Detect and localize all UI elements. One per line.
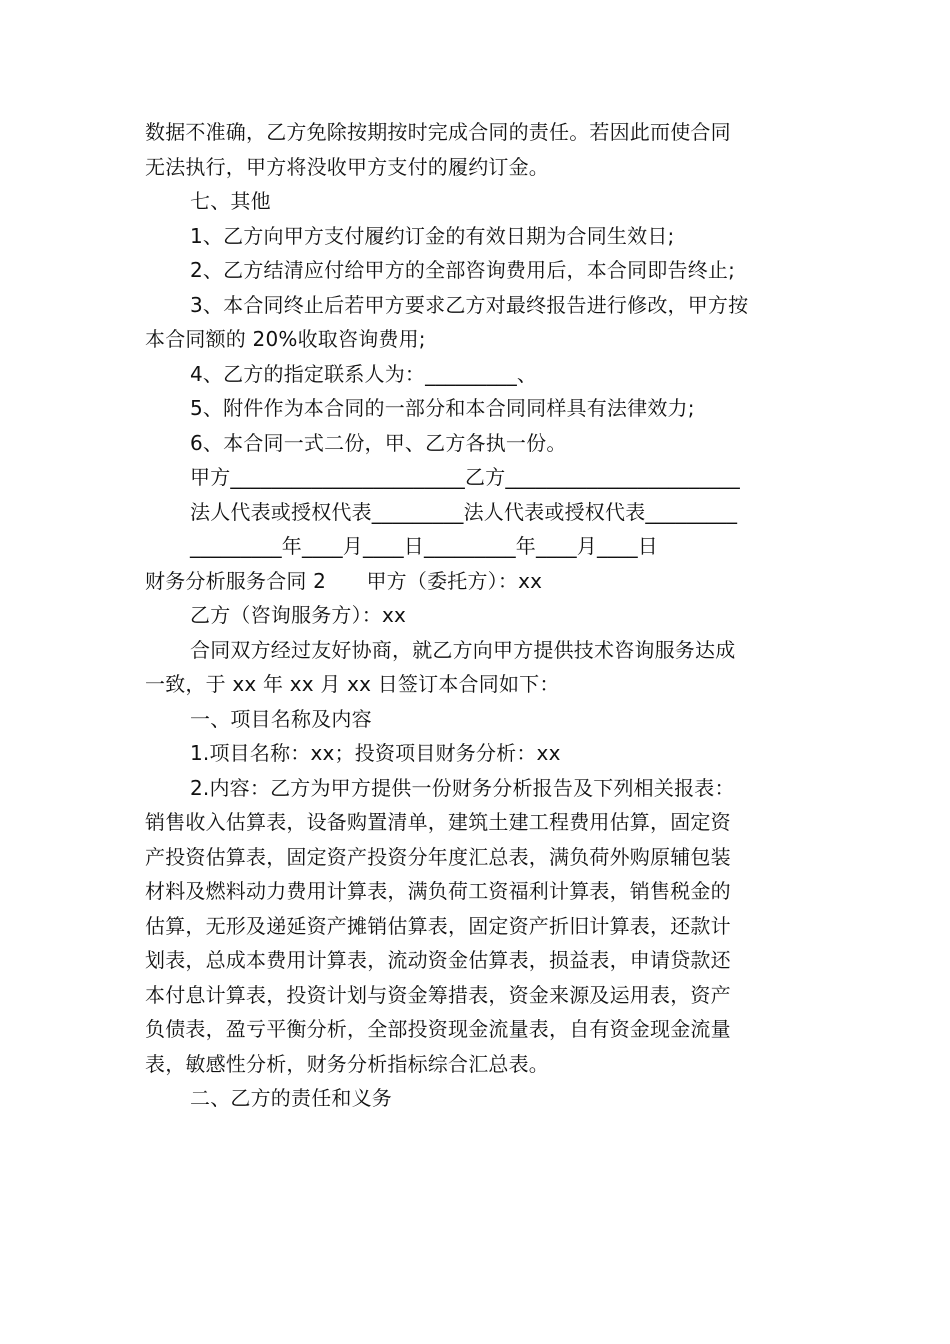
contract-title-line: 财务分析服务合同 2 甲方（委托方）：xx bbox=[145, 568, 543, 593]
clause-item: 5、附件作为本合同的一部分和本合同同样具有法律效力; bbox=[190, 396, 695, 420]
section-heading: 七、其他 bbox=[190, 189, 271, 213]
text-line: 销售收入估算表，设备购置清单，建筑土建工程费用估算，固定资 bbox=[145, 810, 731, 834]
text-line: 无法执行，甲方将没收甲方支付的履约订金。 bbox=[145, 154, 549, 179]
text-line: 划表，总成本费用计算表，流动资金估算表，损益表，申请贷款还 bbox=[145, 948, 731, 972]
document-body bbox=[145, 115, 810, 1116]
clause-item: 1.项目名称：xx；投资项目财务分析：xx bbox=[190, 741, 561, 765]
date-line: _________年____月____日_________年____月____日 bbox=[190, 534, 658, 558]
clause-item: 6、本合同一式二份，甲、乙方各执一份。 bbox=[190, 430, 567, 455]
clause-item: 1、乙方向甲方支付履约订金的有效日期为合同生效日; bbox=[190, 223, 675, 248]
signature-line: 法人代表或授权代表_________法人代表或授权代表_________ bbox=[190, 499, 738, 524]
text-line: 材料及燃料动力费用计算表，满负荷工资福利计算表，销售税金的 bbox=[145, 879, 731, 903]
text-line: 表，敏感性分析，财务分析指标综合汇总表。 bbox=[145, 1051, 549, 1076]
text-line: 本付息计算表，投资计划与资金筹措表，资金来源及运用表，资产 bbox=[145, 982, 731, 1007]
clause-item: 4、乙方的指定联系人为：_________、 bbox=[190, 361, 538, 386]
text-line: 本合同额的 20%收取咨询费用; bbox=[145, 327, 426, 351]
text-line: 一致，于 xx 年 xx 月 xx 日签订本合同如下： bbox=[145, 672, 560, 696]
section-heading: 二、乙方的责任和义务 bbox=[190, 1086, 392, 1110]
text-line: 合同双方经过友好协商，就乙方向甲方提供技术咨询服务达成 bbox=[190, 637, 736, 662]
clause-item: 3、本合同终止后若甲方要求乙方对最终报告进行修改，甲方按 bbox=[190, 292, 749, 317]
text-line: 数据不准确，乙方免除按期按时完成合同的责任。若因此而使合同 bbox=[145, 120, 731, 144]
party-line: 乙方（咨询服务方）：xx bbox=[190, 603, 407, 627]
text-line: 估算，无形及递延资产摊销估算表，固定资产折旧计算表，还款计 bbox=[145, 913, 731, 938]
text-line: 负债表，盈亏平衡分析，全部投资现金流量表，自有资金现金流量 bbox=[145, 1017, 731, 1041]
text-line: 产投资估算表，固定资产投资分年度汇总表，满负荷外购原辅包装 bbox=[145, 844, 731, 869]
signature-line: 甲方_______________________乙方_______________________ bbox=[190, 465, 740, 489]
clause-item: 2.内容：乙方为甲方提供一份财务分析报告及下列相关报表： bbox=[190, 775, 735, 800]
section-heading: 一、项目名称及内容 bbox=[190, 706, 372, 731]
clause-item: 2、乙方结清应付给甲方的全部咨询费用后，本合同即告终止; bbox=[190, 258, 736, 282]
